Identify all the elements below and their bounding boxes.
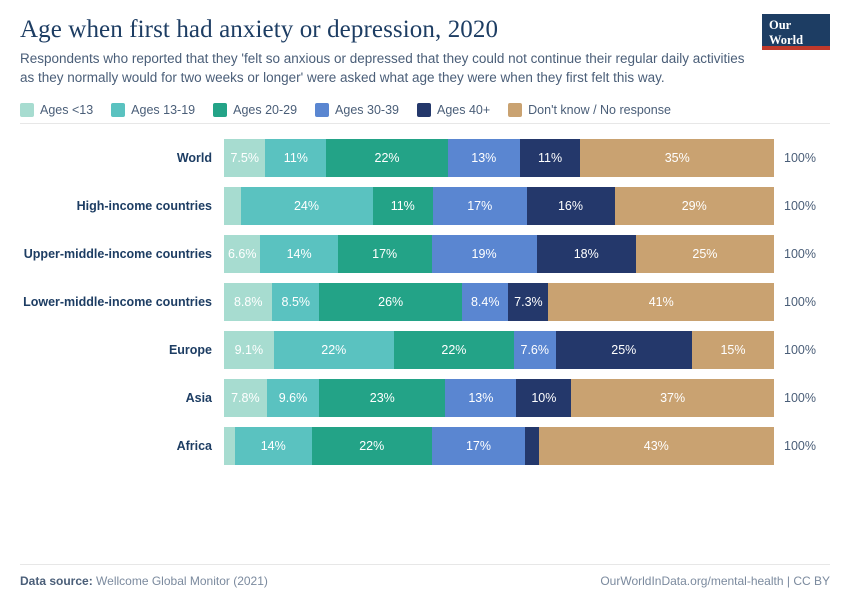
bar-segment[interactable]: 11% [373,187,434,225]
stacked-bar-chart [20,134,830,470]
bar-segment[interactable]: 35% [580,139,773,177]
stacked-bar [224,139,774,177]
bar-segment[interactable]: 11% [520,139,581,177]
legend-item[interactable] [20,103,93,117]
bar-segment[interactable] [224,427,235,465]
chart-row [20,326,830,374]
bar-segment[interactable]: 26% [319,283,462,321]
legend-swatch-icon [315,103,329,117]
chart-credit[interactable]: OurWorldInData.org/mental-health | CC BY [600,574,830,588]
row-category-label: Europe [168,343,212,358]
bar-segment[interactable]: 22% [312,427,432,465]
bar-segment[interactable]: 41% [548,283,774,321]
owid-logo-line2: in Data [769,47,809,62]
bar-segment[interactable]: 8.5% [272,283,319,321]
legend-item[interactable] [417,103,490,117]
bar-segment[interactable]: 43% [539,427,774,465]
owid-logo[interactable] [762,14,830,62]
row-category-label: World [176,151,212,166]
row-total-label: 100% [784,439,816,454]
bar-segment[interactable]: 22% [394,331,514,369]
bar-segment[interactable]: 13% [445,379,516,417]
legend-item[interactable] [508,103,671,117]
bar-segment[interactable]: 19% [432,235,537,273]
legend-swatch-icon [417,103,431,117]
row-total-label: 100% [784,199,816,214]
bar-segment[interactable]: 8.4% [462,283,508,321]
bar-segment[interactable]: 25% [556,331,693,369]
bar-segment[interactable]: 7.3% [508,283,548,321]
bar-segment[interactable]: 17% [338,235,432,273]
legend-item-label: Ages 13-19 [131,103,196,118]
stacked-bar [224,283,774,321]
legend-item[interactable] [315,103,399,117]
bar-segment[interactable]: 7.5% [224,139,265,177]
legend-swatch-icon [508,103,522,117]
stacked-bar [224,331,774,369]
legend-swatch-icon [111,103,125,117]
bar-segment[interactable]: 7.6% [514,331,556,369]
chart-row [20,374,830,422]
bar-segment[interactable]: 16% [527,187,615,225]
legend-swatch-icon [213,103,227,117]
bar-segment[interactable]: 25% [636,235,774,273]
data-source-value: Wellcome Global Monitor (2021) [96,574,268,588]
row-total-label: 100% [784,151,816,166]
chart-row [20,422,830,470]
row-total-label: 100% [784,295,816,310]
legend-item-label: Ages 30-39 [335,103,399,118]
data-source-label: Data source: [20,574,93,588]
bar-segment[interactable]: 24% [241,187,373,225]
bar-segment[interactable]: 22% [326,139,448,177]
bar-segment[interactable]: 18% [537,235,636,273]
chart-legend [20,103,830,124]
legend-item-label: Ages <13 [40,103,94,118]
bar-segment[interactable]: 14% [260,235,337,273]
bar-segment[interactable]: 9.1% [224,331,274,369]
row-total-label: 100% [784,391,816,406]
bar-segment[interactable]: 6.6% [224,235,260,273]
bar-segment[interactable]: 23% [319,379,445,417]
row-total-label: 100% [784,247,816,262]
bar-segment[interactable]: 17% [433,187,527,225]
legend-swatch-icon [20,103,34,117]
bar-segment[interactable]: 29% [615,187,775,225]
bar-segment[interactable]: 9.6% [267,379,320,417]
stacked-bar [224,379,774,417]
page-title: Age when first had anxiety or depression, 2020 [20,16,499,43]
bar-segment[interactable]: 22% [274,331,394,369]
owid-logo-line1: Our World [769,18,804,47]
chart-row [20,134,830,182]
bar-segment[interactable]: 37% [571,379,774,417]
bar-segment[interactable]: 10% [516,379,571,417]
chart-footer [20,564,830,588]
legend-item-label: Don't know / No response [528,103,671,118]
row-category-label: Asia [185,391,212,406]
legend-item[interactable] [111,103,195,117]
bar-segment[interactable]: 11% [265,139,326,177]
chart-row [20,278,830,326]
bar-segment[interactable]: 13% [448,139,520,177]
data-source [20,574,268,588]
bar-segment[interactable]: 14% [235,427,312,465]
stacked-bar [224,235,774,273]
bar-segment[interactable] [525,427,539,465]
row-category-label: Africa [176,439,212,454]
chart-header [20,16,830,87]
chart-row [20,182,830,230]
chart-subtitle: Respondents who reported that they 'felt so anxious or depressed that they could not continue their regular daily activities as they normally would for two weeks or longer' were asked what age they were when they first felt this way. [20,51,745,85]
chart-row [20,230,830,278]
row-total-label: 100% [784,343,816,358]
legend-item-label: Ages 20-29 [233,103,298,118]
bar-segment[interactable] [224,187,241,225]
bar-segment[interactable]: 15% [692,331,774,369]
row-category-label: High-income countries [76,199,212,214]
legend-item[interactable] [213,103,297,117]
legend-item-label: Ages 40+ [436,103,491,118]
bar-segment[interactable]: 8.8% [224,283,272,321]
row-category-label: Upper-middle-income countries [23,247,212,262]
bar-segment[interactable]: 17% [432,427,525,465]
row-category-label: Lower-middle-income countries [23,295,212,310]
stacked-bar [224,427,774,465]
bar-segment[interactable]: 7.8% [224,379,267,417]
stacked-bar [224,187,774,225]
